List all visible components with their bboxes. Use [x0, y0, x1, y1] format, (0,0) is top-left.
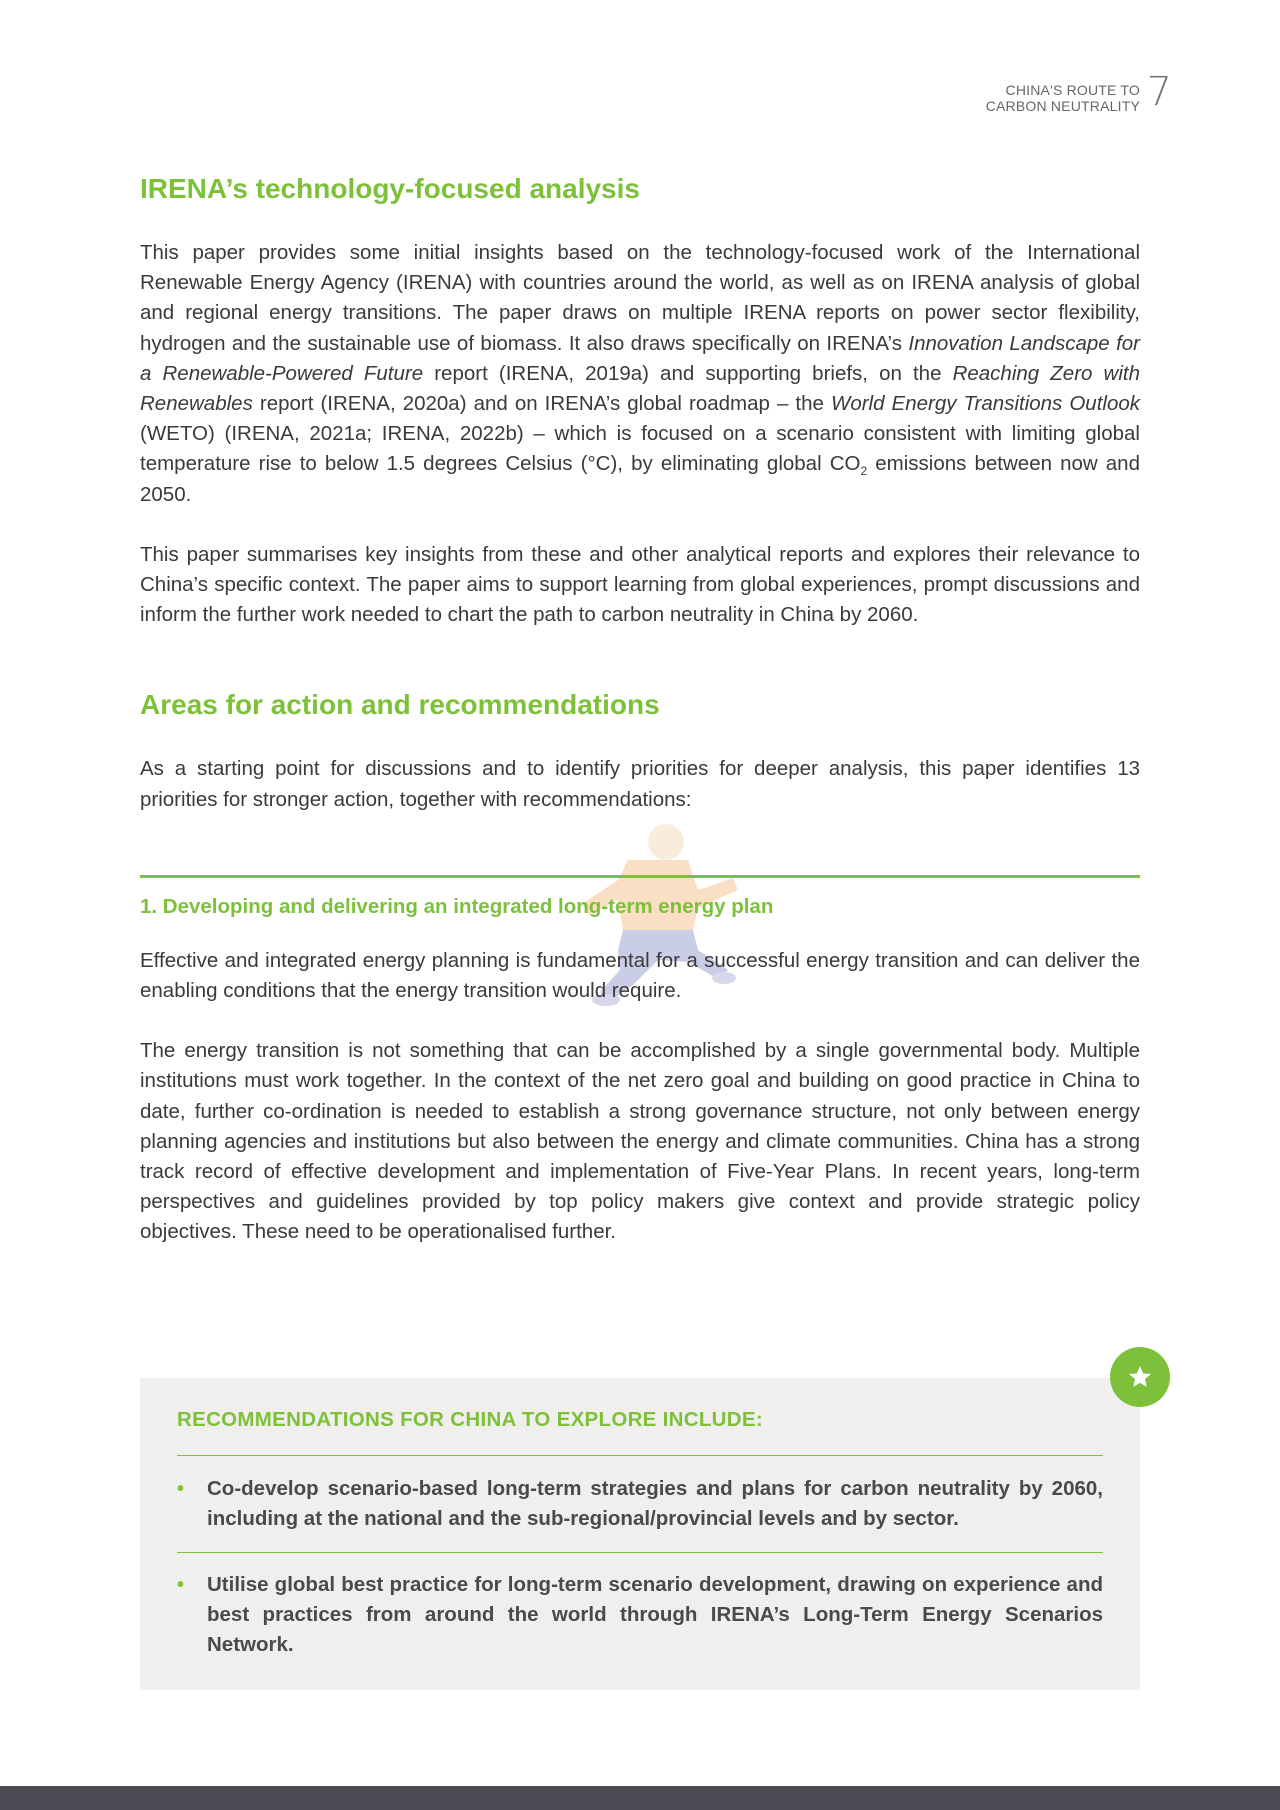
- page-number: 7: [1146, 69, 1172, 115]
- main-content: [140, 172, 1140, 1248]
- bullet-icon: •: [177, 1574, 185, 1596]
- section-heading-irena-analysis: IRENA’s technology-focused analysis: [140, 173, 640, 204]
- paragraph-priority1-1: Effective and integrated energy planning is fundamental for a successful energy transition and can deliver the enabling conditions that the energy transition would require.: [140, 948, 1140, 1003]
- running-header: [986, 82, 1140, 114]
- recommendations-box: [140, 1378, 1140, 1690]
- recommendations-title: RECOMMENDATIONS FOR CHINA TO EXPLORE INCLUDE:: [177, 1408, 763, 1431]
- section-heading-areas-for-action: Areas for action and recommendations: [140, 689, 660, 721]
- recommendation-text-2: Utilise global best practice for long-term scenario development, drawing on experience and best practices from around the world through IRENA’s Long-Term Energy Scenarios Network.: [207, 1573, 1103, 1656]
- recommendations-rule-middle: [177, 1552, 1103, 1553]
- paragraph-irena-analysis-1: This paper provides some initial insights based on the technology-focused work of the International Renewable Energy Agency (IRENA) with countries around the world, as well as on IRENA analysis of global and regional energy transitions. The paper draws on multiple IRENA reports on power sector flexibility, hydrogen and the sustainable use of biomass. It also draws specifically on IRENA’s Innovation Landscape for a Renewable-Powered Future report (IRENA, 2019a) and supporting briefs, on the Reaching Zero with Renewables report (IRENA, 2020a) and on IRENA’s global roadmap – the World Energy Transitions Outlook (WETO) (IRENA, 2021a; IRENA, 2022b) – which is focused on a scenario consistent with limiting global temperature rise to below 1.5 degrees Celsius (°C), by eliminating global $CO_2$ emissions between now and 2050.: [140, 241, 1140, 506]
- paragraph-areas-intro: As a starting point for discussions and to identify priorities for deeper analysis, this paper identifies 13 priorities for stronger action, together with recommendations:: [140, 757, 1140, 811]
- star-badge: [1110, 1347, 1170, 1407]
- footer-bar: [0, 1786, 1280, 1810]
- paragraph-priority1-2: The energy transition is not something that can be accomplished by a single governmental body. Multiple institutions must work together. In the context of the net zero goal and building on good practice in China to date, further co-ordination is needed to establish a strong governance structure, not only between energy planning agencies and institutions but also between the energy and climate communities. China has a strong track record of effective development and implementation of Five-Year Plans. In recent years, long-term perspectives and guidelines provided by top policy makers give context and provide strategic policy objectives. These need to be operationalised further.: [140, 1039, 1140, 1244]
- star-icon: [1127, 1364, 1153, 1390]
- priority-heading-1: 1. Developing and delivering an integrated long-term energy plan: [140, 894, 774, 918]
- recommendation-text-1: Co-develop scenario-based long-term strategies and plans for carbon neutrality by 2060, including at the national and the sub-regional/provincial levels and by sector.: [207, 1477, 1103, 1530]
- paragraph-irena-analysis-2: This paper summarises key insights from these and other analytical reports and explores their relevance to China’s specific context. The paper aims to support learning from global experiences, prompt discussions and inform the further work needed to chart the path to carbon neutrality in China by 2060.: [140, 542, 1140, 627]
- recommendations-rule-top: [177, 1455, 1103, 1456]
- running-header-line1: CHINA'S ROUTE TO: [1005, 82, 1140, 98]
- bullet-icon: •: [177, 1478, 185, 1500]
- recommendation-item-1: [177, 1474, 1103, 1534]
- recommendation-item-2: [177, 1570, 1103, 1660]
- running-header-line2: CARBON NEUTRALITY: [985, 98, 1140, 114]
